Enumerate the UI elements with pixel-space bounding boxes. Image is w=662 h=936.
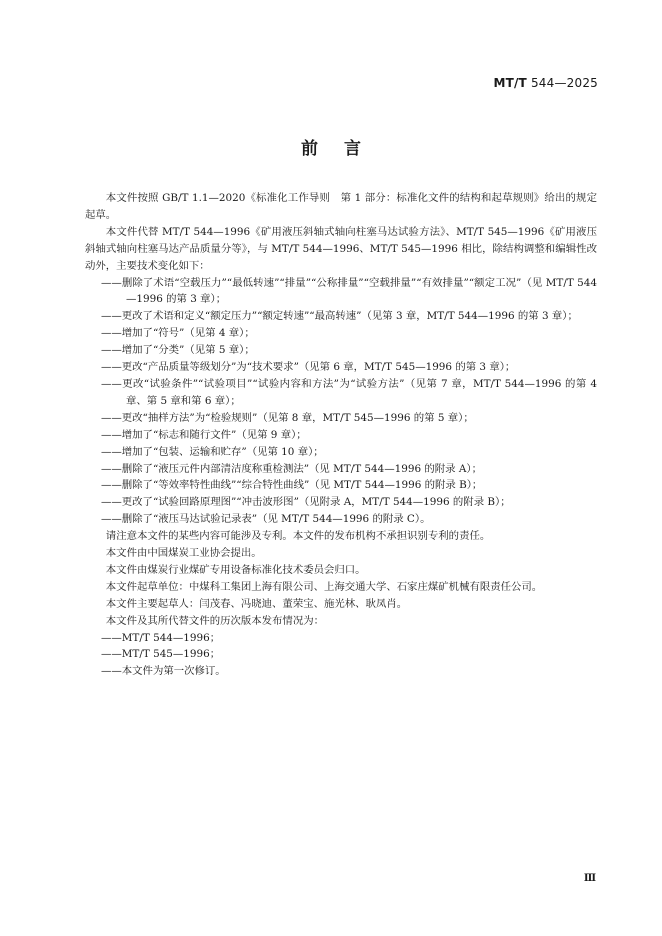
history-item: ——MT/T 544—1996；	[101, 631, 221, 644]
paragraph-drafters: 本文件主要起草人：闫茂春、冯晓迪、董荣宝、施光林、耿凤肖。	[105, 597, 408, 610]
paragraph-committee: 本文件由煤炭行业煤矿专用设备标准化技术委员会归口。	[105, 563, 366, 576]
foreword-body	[85, 190, 597, 680]
change-item: ——增加了“符号”（见第 4 章）；	[101, 327, 255, 340]
change-item: ——更改了术语和定义“额定压力”“额定转速”“最高转速”（见第 3 章，MT/T 544—1996 的第 3 章）；	[101, 310, 578, 323]
change-item: ——增加了“包装、运输和贮存”（见第 10 章）；	[101, 445, 324, 458]
change-item: ——更改了“试验回路原理图”“冲击波形图”（见附录 A，MT/T 544—1996 的附录 B）；	[101, 496, 511, 509]
change-item: ——删除了“液压元件内部清洁度称重检测法”（见 MT/T 544—1996 的附录 A）；	[101, 462, 482, 475]
standard-code-prefix: MT/T	[493, 76, 527, 90]
paragraph-drafting-units: 本文件起草单位：中煤科工集团上海有限公司、上海交通大学、石家庄煤矿机械有限责任公司。	[105, 580, 543, 593]
page-number: Ⅲ	[583, 873, 596, 884]
change-item: ——更改“产品质量等级划分”为“技术要求”（见第 6 章，MT/T 545—1996 的第 3 章）；	[101, 361, 516, 374]
paragraph-proposer: 本文件由中国煤炭工业协会提出。	[105, 547, 262, 560]
history-item: ——MT/T 545—1996；	[101, 648, 221, 661]
standard-code-number: 544—2025	[526, 76, 598, 90]
change-item: ——删除了术语“空载压力”“最低转速”“排量”“公称排量”“空载排量”“有效排量”“额定工况”（见 MT/T 544—1996 的第 3 章）；	[101, 276, 597, 306]
change-item: ——增加了“标志和随行文件”（见第 9 章）；	[101, 428, 307, 441]
page-title: 前言	[301, 139, 387, 159]
change-item: ——更改“试验条件”“试验项目”“试验内容和方法”为“试验方法”（见第 7 章，MT/T 544—1996 的第 4 章、第 5 章和第 6 章）；	[101, 377, 597, 407]
change-item: ——删除了“液压马达试验记录表”（见 MT/T 544—1996 的附录 C）。	[101, 513, 431, 526]
change-item: ——增加了“分类”（见第 5 章）；	[101, 344, 255, 357]
paragraph-patent-notice: 请注意本文件的某些内容可能涉及专利。本文件的发布机构不承担识别专利的责任。	[105, 530, 491, 543]
paragraph-drafting-rules: 本文件按照 GB/T 1.1—2020《标准化工作导则 第 1 部分：标准化文件的结构和起草规则》给出的规定起草。	[85, 192, 597, 221]
paragraph-replacement: 本文件代替 MT/T 544—1996《矿用液压斜轴式轴向柱塞马达试验方法》、MT/T 545—1996《矿用液压斜轴式轴向柱塞马达产品质量分等》，与 MT/T 544—1996、MT/T 545—1996 相比，除结构调整和编辑性改动外，主要技术变化如下：	[85, 225, 597, 272]
history-item: ——本文件为第一次修订。	[101, 665, 226, 678]
change-item: ——删除了“等效率特性曲线”“综合特性曲线”（见 MT/T 544—1996 的附录 B）；	[101, 479, 483, 492]
change-item: ——更改“抽样方法”为“检验规则”（见第 8 章，MT/T 545—1996 的第 5 章）；	[101, 411, 474, 424]
paragraph-history: 本文件及其所代替文件的历次版本发布情况为：	[105, 614, 324, 627]
standard-code	[493, 76, 598, 90]
